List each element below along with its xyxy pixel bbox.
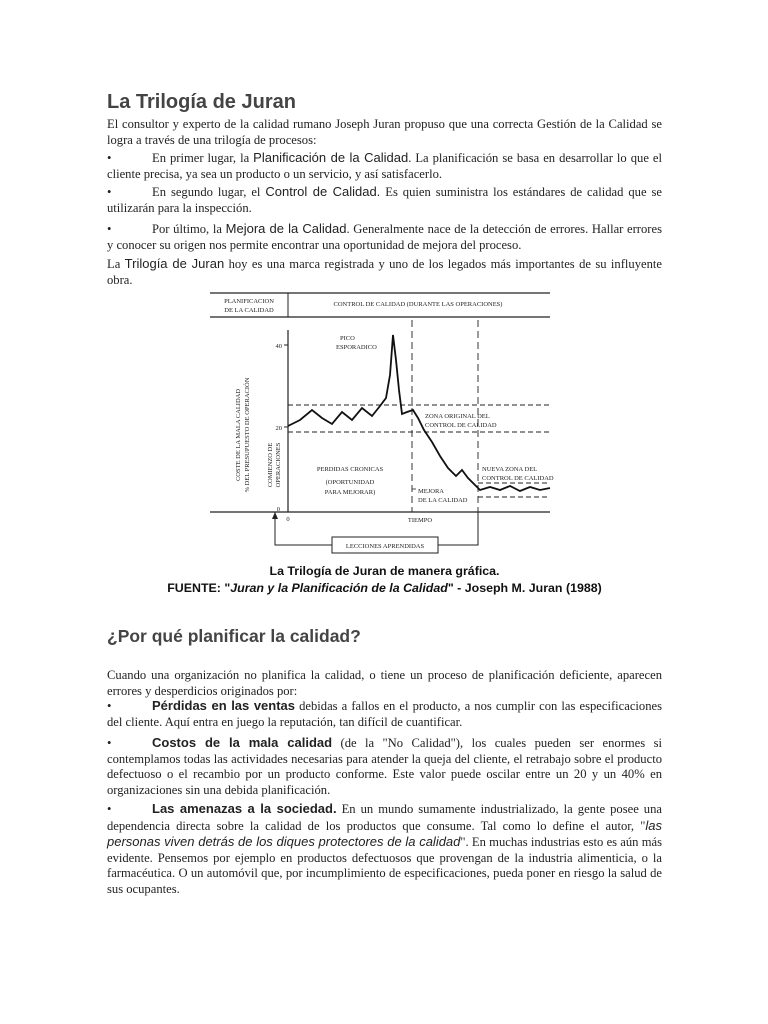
- tick-20: 20: [275, 425, 282, 432]
- bullet-sales-loss: • Pérdidas en las ventas debidas a fallos en el producto, a nos cumplir con las especificaciones del cliente. Aquí entra en juego la reputación, tan difícil de cuantificar.: [107, 698, 662, 729]
- page-title: La Trilogía de Juran: [107, 91, 296, 113]
- term-society-threats: Las amenazas a la sociedad.: [152, 801, 337, 816]
- term-poor-quality-cost: Costos de la mala calidad: [152, 735, 333, 750]
- bullet-improvement: • Por último, la Mejora de la Calidad. Generalmente nace de la detección de errores. Hallar errores y conocer su origen nos permite encontrar una oportunidad de mejora del proceso.: [107, 221, 662, 252]
- tick-40: 40: [275, 343, 282, 350]
- time-label: TIEMPO: [407, 517, 433, 524]
- term-improvement: Mejora de la Calidad: [225, 221, 347, 236]
- bullet-control: • En segundo lugar, el Control de Calidad. Es quien suministra los estándares de calidad que se utilizarán para la inspección.: [107, 184, 662, 215]
- figure-caption-line1: La Trilogía de Juran de manera gráfica.: [269, 564, 500, 578]
- term-trilogy: Trilogía de Juran: [124, 256, 225, 271]
- new-zone-line1: NUEVA ZONA DEL: [482, 466, 538, 473]
- bullet-marker: •: [107, 699, 112, 713]
- bullet-planning: • En primer lugar, la Planificación de la Calidad. La planificación se basa en desarrollar lo que el cliente precisa, ya sea un producto o un servicio, y así satisfacerlo.: [107, 150, 662, 181]
- bullet-marker: •: [107, 222, 112, 236]
- x-origin: 0: [286, 516, 290, 523]
- chronic-line3: PARA MEJORAR): [324, 489, 376, 496]
- bullet-poor-quality-cost: • Costos de la mala calidad (de la "No Calidad"), los cuales pueden ser enormes si contemplamos todas las actividades necesarias para atender la queja del cliente, el retrabajo sobre el producto defectuoso o el recambio por un producto conforme. Este valor puede oscilar entre un 20 y un 40% en organizaciones sin una debida planificación.: [107, 735, 662, 797]
- chronic-line1: PERDIDAS CRONICAS: [316, 466, 384, 473]
- y-axis-label-line2: % DEL PRESUPUESTO DE OPERACIÓN: [244, 377, 251, 493]
- new-zone-line2: CONTROL DE CALIDAD: [482, 475, 554, 482]
- section-title-why-plan: ¿Por qué planificar la calidad?: [107, 626, 361, 646]
- term-control: Control de Calidad.: [265, 184, 381, 199]
- header-planning-line1: PLANIFICACION: [224, 298, 274, 305]
- trilogy-paragraph: La Trilogía de Juran hoy es una marca registrada y uno de los legados más importantes de su influyente obra.: [107, 256, 662, 287]
- start-label-line1: COMIENZO DE: [267, 442, 274, 488]
- header-control: CONTROL DE CALIDAD (DURANTE LAS OPERACIONES): [333, 301, 503, 308]
- term-sales-loss: Pérdidas en las ventas: [152, 698, 296, 713]
- y-axis-label-line1: COSTE DE LA MALA CALIDAD: [235, 388, 242, 482]
- term-planning: Planificación de la Calidad: [253, 150, 409, 165]
- tick-0: 0: [276, 506, 280, 513]
- peak-label-line1: PICO: [340, 335, 355, 342]
- lessons-learned-box: LECCIONES APRENDIDAS: [345, 543, 425, 550]
- original-zone-line1: ZONA ORIGINAL DEL: [425, 413, 490, 420]
- header-planning-line2: DE LA CALIDAD: [224, 307, 274, 314]
- author-quote: las personas viven detrás de los diques protectores de la calidad: [107, 817, 662, 850]
- chronic-line2: (OPORTUNIDAD: [325, 479, 375, 486]
- improve-line2: DE LA CALIDAD: [418, 497, 468, 504]
- source-title: Juran y la Planificación de la Calidad: [230, 581, 448, 595]
- juran-trilogy-figure: [200, 290, 555, 560]
- bullet-marker: •: [107, 151, 112, 165]
- bullet-marker: •: [107, 802, 112, 816]
- figure-caption-line2: FUENTE: "Juran y la Planificación de la Calidad" - Joseph M. Juran (1988): [167, 581, 602, 595]
- original-zone-line2: CONTROL DE CALIDAD: [425, 422, 497, 429]
- start-label-line2: OPERACIONES: [275, 442, 282, 488]
- section2-intro: Cuando una organización no planifica la calidad, o tiene un proceso de planificación deficiente, aparecen errores y desperdicios originados por:: [107, 668, 662, 698]
- intro-paragraph: El consultor y experto de la calidad rumano Joseph Juran propuso que una correcta Gestión de la Calidad se logra a través de una trilogía de procesos:: [107, 117, 662, 147]
- bullet-marker: •: [107, 736, 112, 750]
- bullet-society-threats: • Las amenazas a la sociedad. En un mundo sumamente industrializado, la gente posee una dependencia directa sobre la calidad de los productos que consume. Tal como lo define el autor, "las personas viven detrás de los diques protectores de la calidad". En muchas industrias esto es aún más evidente. Pensemos por ejemplo en productos defectuosos que provengan de la industria alimenticia, o la farmacéutica. O un automóvil que, por incumplimiento de especificaciones, pueda poner en riesgo la salud de sus ocupantes.: [107, 801, 662, 896]
- peak-label-line2: ESPORADICO: [336, 344, 377, 351]
- bullet-marker: •: [107, 185, 112, 199]
- improve-line1: MEJORA: [418, 488, 445, 495]
